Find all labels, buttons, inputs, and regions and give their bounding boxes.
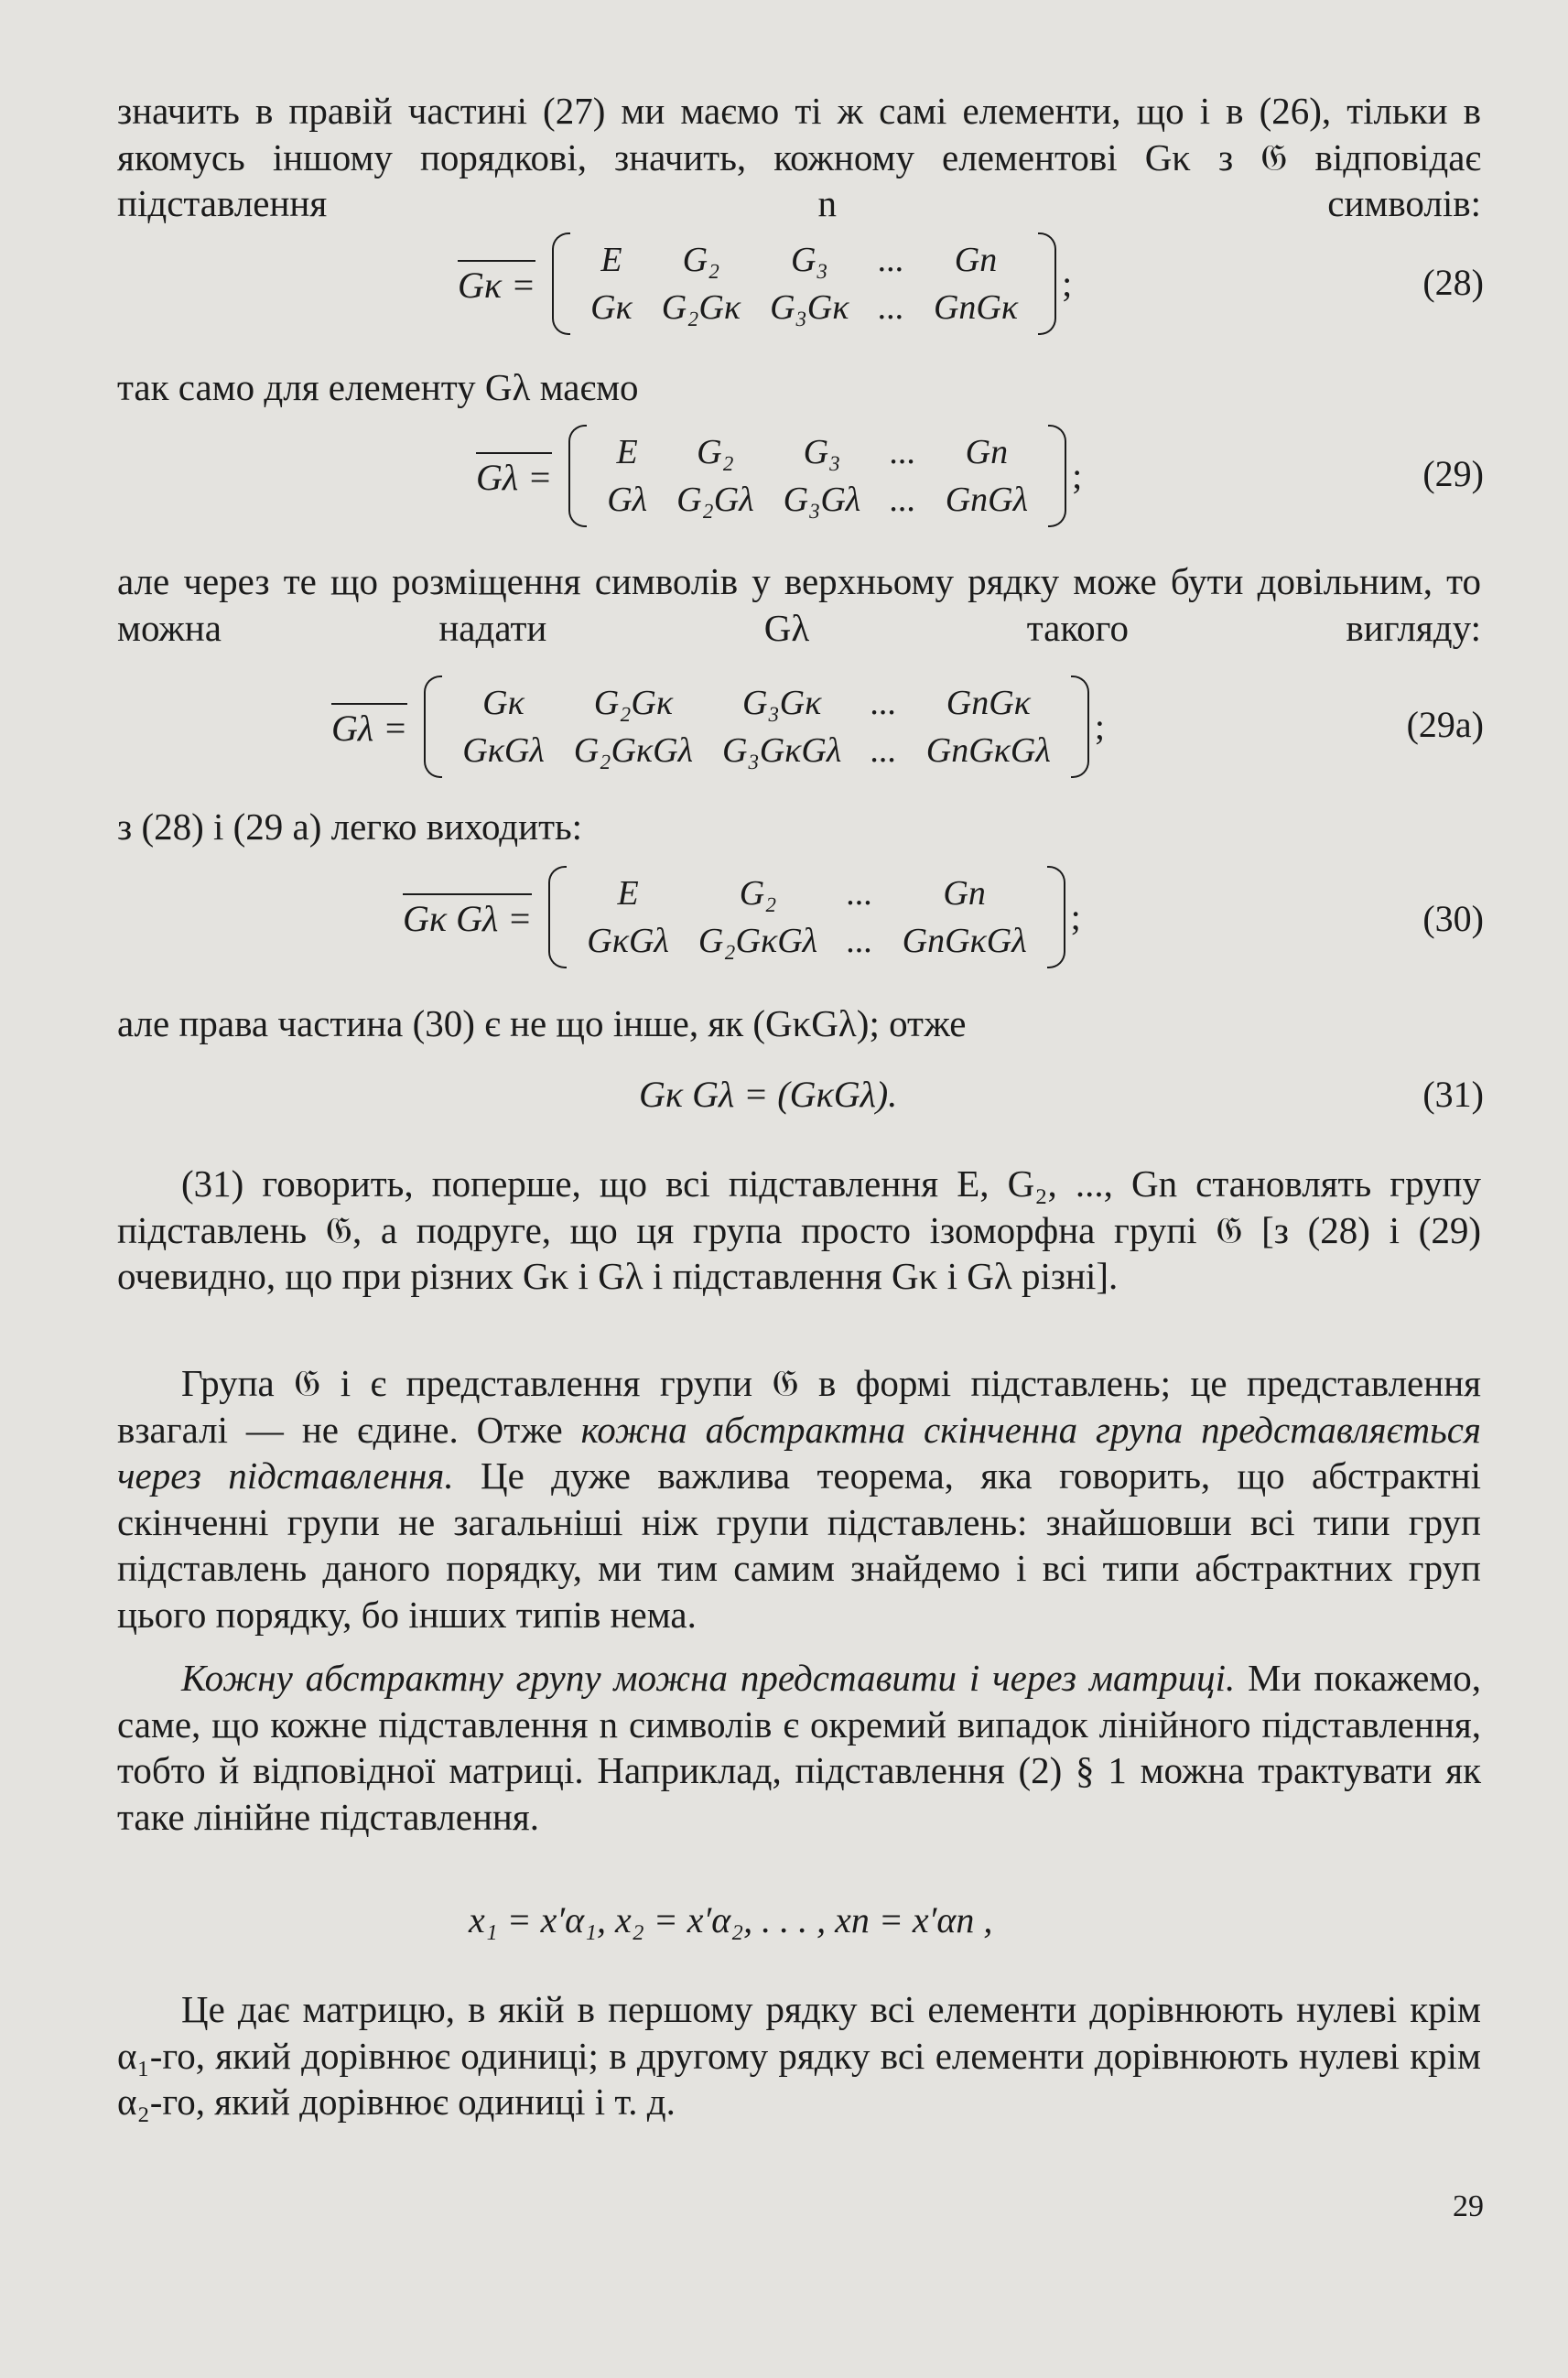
matrix-cell: G₃ [803,433,841,471]
paragraph-2: так само для елементу Gλ маємо [117,366,639,408]
theorem-italic: кожна абстрактна скінченна група представляється через підставлення. [117,1408,1481,1497]
matrix-cell: G₃Gκ [742,684,822,722]
matrix-cell: E [617,874,639,913]
equation-number: (31) [1422,1074,1484,1115]
matrix-cell: Gλ [607,481,648,519]
matrix-cell: G₂ [739,874,777,913]
paragraph-8 [117,1655,1481,1840]
equation-lhs: Gκ = [458,260,535,308]
matrix [424,679,1089,774]
matrix-cell: G₂Gκ [661,288,741,327]
equation-number: (30) [1422,898,1484,939]
matrix-top-row [576,236,1033,284]
equation-30: Gκ Gλ = E G₂ ... Gn GκGλ G₂GκGλ ... GnGκGλ ; [403,870,1081,965]
equation-28: Gκ = E G₂ G₃ ... Gn Gκ G₂Gκ G₃Gκ ... GnGκ ; [458,236,1072,331]
matrix-cell: G₂GκGλ [573,731,694,770]
matrix-cell: GnGκ [933,288,1019,327]
matrix-cell: ... [890,433,916,471]
matrix-statement-italic: Кожну абстрактну групу можна представити і через матриці. [181,1657,1236,1699]
paragraph-3: але через те що розміщення символів у верхньому рядку може бути довільним, то можна надати Gλ такого вигляду: [117,560,1481,649]
matrix-top-row [592,428,1043,476]
equation-number: (29а) [1406,704,1484,745]
matrix-bottom-row [576,284,1033,331]
linear-substitution-equation: x₁ = x′α₁, x₂ = x′α₂, . . . , xn = x′αn , [469,1899,993,1940]
paragraph-7 [117,1360,1481,1638]
matrix-cell: G₃GκGλ [722,731,842,770]
page-number: 29 [1453,2189,1484,2223]
matrix-bottom-row [592,476,1043,524]
matrix-cell: Gκ [590,288,633,327]
equation-29: Gλ = E G₂ G₃ ... Gn Gλ G₂Gλ G₃Gλ ... GnGλ ; [476,428,1082,524]
equation-lhs: Gκ Gλ = [403,893,532,941]
matrix-cell: G₂Gκ [593,684,674,722]
paragraph-5: але права частина (30) є не що інше, як (GκGλ); отже [117,1002,967,1044]
matrix-cell: ... [878,288,904,327]
matrix-cell: G₂ [697,433,734,471]
equation-number: (28) [1422,262,1484,303]
matrix-cell: G₂ [682,241,720,279]
paragraph-7-text-continued: Це дуже важлива теорема, яка говорить, що абстрактні скінченні групи не загальніші ніж групи підставлень: знайшовши всі типи груп підставлень даного порядку, ми тим самим знайдемо і всі типи абстрактних груп цього порядку, бо інших типів нема. [117,1454,1482,1636]
paragraph-1: значить в правій частині (27) ми маємо ті ж самі елементи, що і в (26), тільки в якомусь іншому порядкові, значить, кожному елементові Gκ з 𝔊 відповідає підставлення n символів: [117,90,1481,224]
matrix-cell: ... [878,241,904,279]
matrix-cell: G₂Gλ [676,481,754,519]
paragraph-9: Це дає матрицю, в якій в першому рядку всі елементи дорівнюють нулеві крім α₁-го, який дорівнює одиниці; в другому рядку всі елементи дорівнюють нулеві крім α₂-го, який дорівнює одиниці і т. д. [117,1988,1481,2123]
matrix-cell: ... [871,731,897,770]
matrix-cell: G₂GκGλ [697,922,818,960]
matrix-cell: G₃ [790,241,828,279]
matrix-cell: G₃Gκ [770,288,849,327]
paragraph-4: з (28) і (29 а) легко виходить: [117,805,583,848]
matrix-cell: G₃Gλ [783,481,861,519]
equation-29a: Gλ = Gκ G₂Gκ G₃Gκ ... GnGκ GκGλ G₂GκGλ G₃GκGλ ... GnGκGλ ; [331,679,1105,774]
matrix-top-row [448,679,1065,727]
matrix-cell: GnGλ [945,481,1029,519]
matrix-cell: ... [847,874,873,913]
matrix-cell: ... [890,481,916,519]
equation-31: Gκ Gλ = (GκGλ). [639,1074,898,1115]
matrix-cell: ... [871,684,897,722]
equation-number: (29) [1422,453,1484,494]
matrix-cell: GκGλ [462,731,545,770]
matrix-cell: Gn [943,874,986,913]
matrix [552,236,1056,331]
paragraph-7-text: Група 𝔊 і є представлення групи 𝔊 в формі підставлень; це представлення взагалі — не єдине. Отже [117,1362,1481,1451]
equation-lhs: Gλ = [476,452,552,500]
matrix-cell: GnGκ [946,684,1031,722]
matrix-cell: Gn [954,241,998,279]
matrix [548,870,1065,965]
matrix-cell: ... [847,922,873,960]
matrix-cell: GnGκGλ [925,731,1051,770]
matrix-bottom-row [572,917,1041,965]
matrix-cell: Gn [965,433,1009,471]
matrix-cell: E [616,433,638,471]
matrix-top-row [572,870,1041,917]
matrix [568,428,1066,524]
matrix-bottom-row [448,727,1065,774]
matrix-cell: Gκ [482,684,524,722]
paragraph-6: (31) говорить, поперше, що всі підставлення E, G₂, ..., Gn становлять групу підставлень 𝔊, а подруге, що ця група просто ізоморфна групі 𝔊 [з (28) і (29) очевидно, що при різних Gκ і Gλ і підставлення Gκ і Gλ різні]. [117,1162,1481,1297]
paragraph-8-text: Ми покажемо, саме, що кожне підставлення n символів є окремий випадок лінійного підставлення, тобто й відповідної матриці. Наприклад, підставлення (2) § 1 можна трактувати як таке лінійне підставлення. [117,1657,1482,1838]
equation-lhs: Gλ = [331,703,407,751]
matrix-cell: GnGκGλ [902,922,1027,960]
matrix-cell: GκGλ [587,922,669,960]
matrix-cell: E [600,241,622,279]
